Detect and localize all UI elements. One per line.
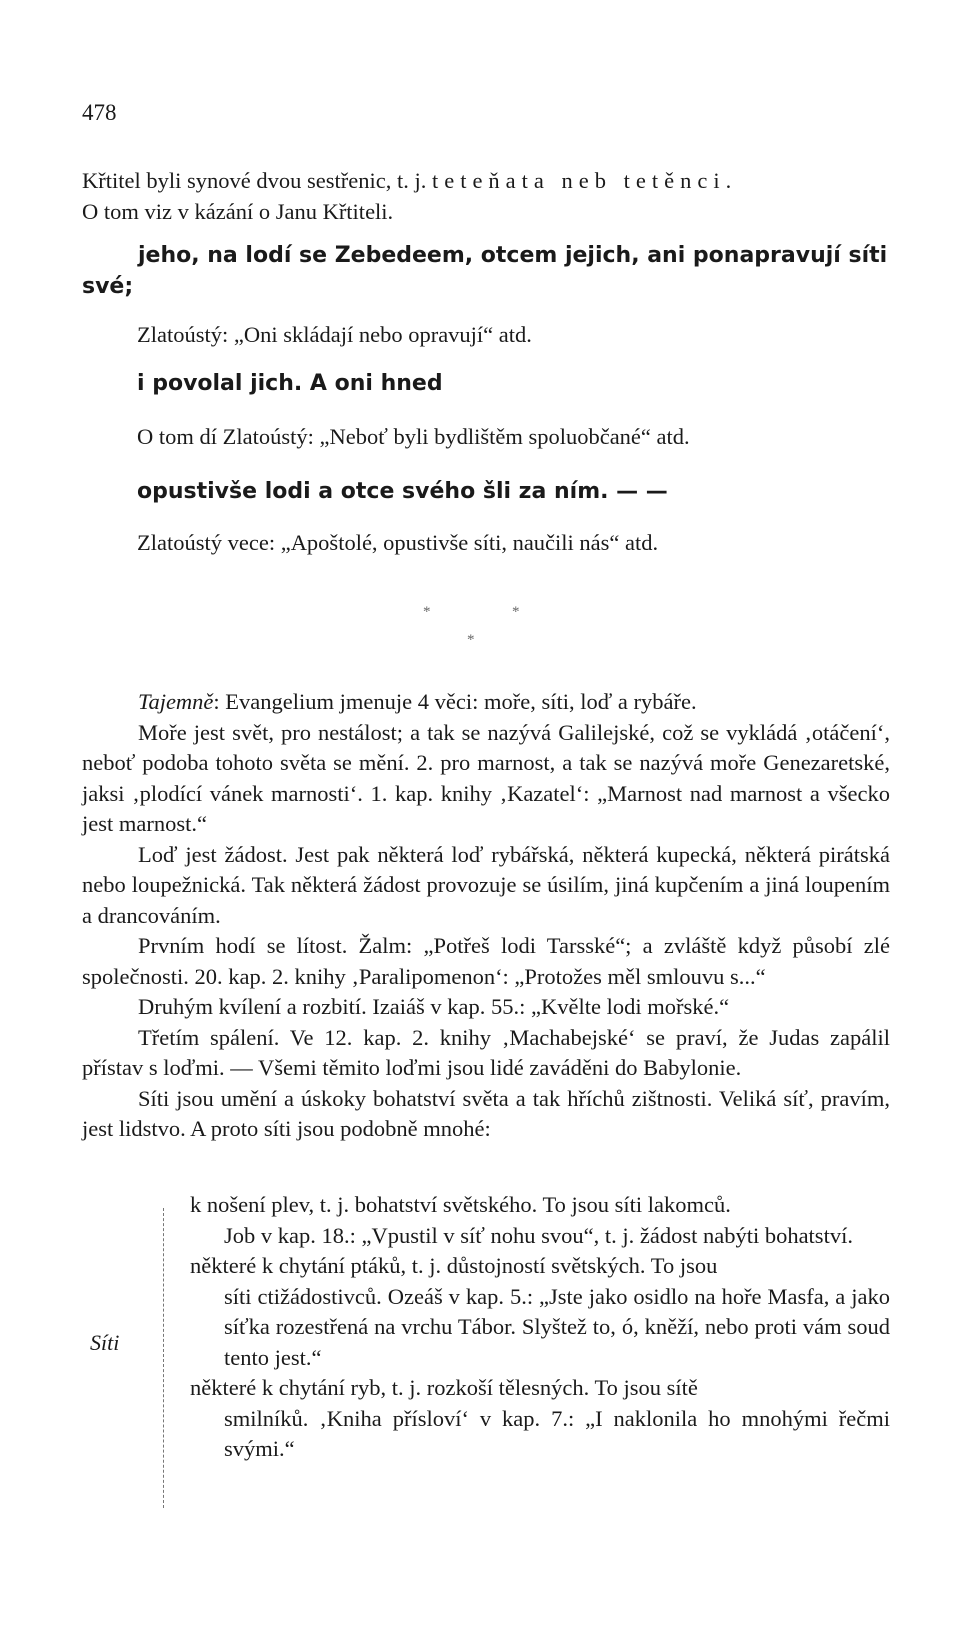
gospel-verse-1: jeho, na lodí se Zebedeem, otcem jejich, ani ponapravují síti své; bbox=[82, 243, 888, 299]
list-item-continuation: síti ctižádostivců. Ozeáš v kap. 5.: „Jste jako osidlo na hoře Masfa, a jako síťka rozestřená na vrchu Tábor. Slyštež to, ó, kněží, nebo proti vám soud tento jest.“ bbox=[224, 1283, 890, 1370]
spaced-text: teteňata neb tetěnci. bbox=[431, 168, 738, 193]
nets-label: Síti bbox=[90, 1330, 120, 1355]
paragraph: Tajemně: Evangelium jmenuje 4 věci: moře, síti, loď a rybáře. bbox=[138, 689, 697, 714]
asterism-star: * bbox=[512, 604, 520, 620]
bracket-line bbox=[163, 1208, 164, 1508]
intro-line-2: O tom viz v kázání o Janu Křtiteli. bbox=[82, 198, 394, 224]
intro-line-1: Křtitel byli synové dvou sestřenic, t. j. teteňata neb tetěnci. bbox=[82, 168, 738, 193]
section-label: Tajemně bbox=[138, 689, 214, 714]
paragraph: Prvním hodí se lítost. Žalm: „Potřeš lodi Tarsské“; a zvláště když působí zlé společnosti. 20. kap. 2. knihy ‚Paralipomenon‘: „Protožes měl smlouvu s...“ bbox=[82, 933, 890, 989]
mystical-section bbox=[82, 687, 890, 1145]
commentary-2: O tom dí Zlatoústý: „Neboť byli bydlištěm spoluobčané“ atd. bbox=[137, 424, 690, 449]
gospel-verse-3: opustivše lodi a otce svého šli za ním. — — bbox=[137, 479, 668, 504]
nets-list bbox=[190, 1190, 890, 1465]
list-item-continuation: Job v kap. 18.: „Vpustil v síť nohu svou“, t. j. žádost nabýti bohatství. bbox=[224, 1222, 853, 1248]
asterism-star: * bbox=[467, 632, 475, 648]
paragraph: Moře jest svět, pro nestálost; a tak se nazývá Galilejské, což se vykládá ‚otáčení‘, neboť podoba tohoto světa se mění. 2. pro marnost, a tak se nazývá moře Genezaretské, jaksi ‚plodící vánek marnosti‘. 1. kap. knihy ‚Kazatel‘: „Marnost nad marnost a všecko jest marnost.“ bbox=[82, 719, 890, 836]
paragraph: Druhým kvílení a rozbití. Izaiáš v kap. 55.: „Kvělte lodi mořské.“ bbox=[138, 994, 730, 1019]
list-item-continuation: smilníků. ‚Kniha přísloví‘ v kap. 7.: „I naklonila ho mnohými řečmi svými.“ bbox=[224, 1405, 890, 1461]
commentary-1: Zlatoústý: „Oni skládají nebo opravují“ atd. bbox=[137, 322, 532, 347]
page-number: 478 bbox=[82, 100, 117, 125]
paragraph: Třetím spálení. Ve 12. kap. 2. knihy ‚Machabejské‘ se praví, že Judas zapálil přístav s loďmi. — Všemi těmito loďmi jsou lidé zaváděni do Babylonie. bbox=[82, 1024, 890, 1080]
list-item: některé k chytání ryb, t. j. rozkoší tělesných. To jsou sítě bbox=[190, 1375, 698, 1400]
asterism-star: * bbox=[423, 604, 431, 620]
list-item: k nošení plev, t. j. bohatství světského. To jsou síti lakomců. bbox=[190, 1192, 731, 1217]
list-item: některé k chytání ptáků, t. j. důstojností světských. To jsou bbox=[190, 1253, 718, 1278]
paragraph: Síti jsou umění a úskoky bohatství světa a tak hříchů zištnosti. Veliká síť, pravím, jest lidstvo. A proto síti jsou podobně mnohé: bbox=[82, 1085, 890, 1141]
commentary-3: Zlatoústý vece: „Apoštolé, opustivše síti, naučili nás“ atd. bbox=[137, 530, 659, 555]
paragraph: Loď jest žádost. Jest pak některá loď rybářská, některá kupecká, některá pirátská nebo loupežnická. Tak některá žádost provozuje se úsilím, jiná kupčením a jiná loupením a drancováním. bbox=[82, 841, 890, 928]
intro-paragraph bbox=[82, 166, 890, 227]
gospel-verse-2: i povolal jich. A oni hned bbox=[137, 371, 443, 396]
